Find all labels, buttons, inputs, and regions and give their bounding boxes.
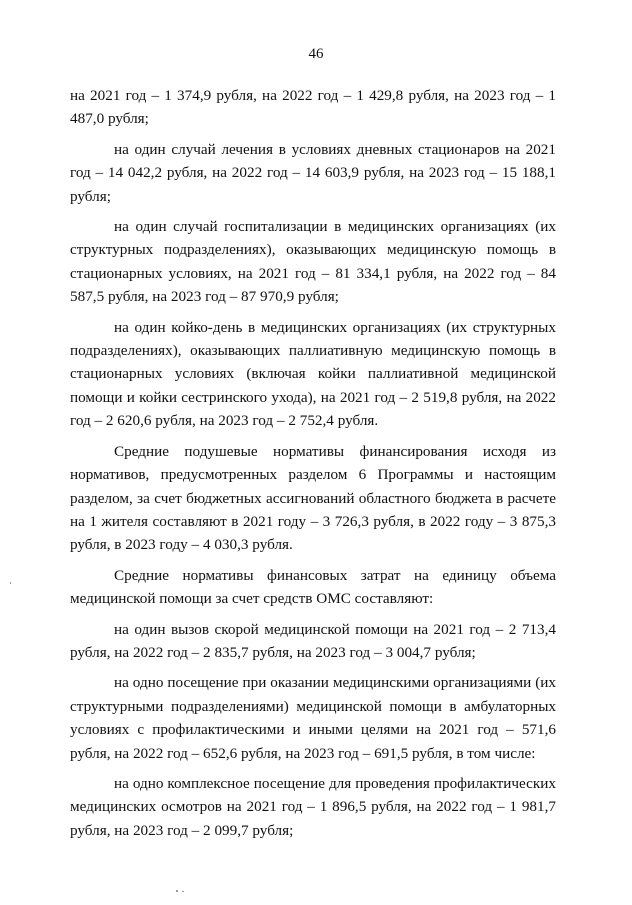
scan-speck — [176, 890, 178, 892]
paragraph-oms-norms-intro: Средние нормативы финансовых затрат на единицу объема медицинской помощи за счет средств ОМС составляют: — [70, 566, 556, 608]
scan-speck — [182, 891, 184, 892]
paragraph-day-hospital: на один случай лечения в условиях дневных стационаров на 2021 год – 14 042,2 рубля, на 2022 год – 14 603,9 рубля, на 2023 год – 15 188,1 рубля; — [70, 140, 556, 205]
paragraph-outpatient-visit: на одно посещение при оказании медицинскими организациями (их структурными подразделениями) медицинской помощи в амбулаторных условиях с профилактическими и иными целями на 2021 год – 571,6 рубля, на 2022 год – 652,6 рубля, на 2023 год – 691,5 рубля, в том числе: — [70, 674, 556, 762]
paragraph-ambulance-call: на один вызов скорой медицинской помощи на 2021 год – 2 713,4 рубля, на 2022 год – 2 835,7 рубля, на 2023 год – 3 004,7 рубля; — [70, 620, 556, 661]
document-body — [70, 84, 556, 849]
page-number: 46 — [308, 46, 324, 62]
scan-speck — [10, 582, 11, 584]
paragraph-per-capita-norms: Средние подушевые нормативы финансирования исходя из нормативов, предусмотренных разделом 6 Программы и настоящим разделом, за счет бюджетных ассигнований областного бюджета в расчете на 1 жителя составляют в 2021 году – 3 726,3 рубля, в 2022 году – 3 875,3 рубля, в 2023 году – 4 030,3 рубля. — [70, 442, 556, 554]
paragraph-hospitalization: на один случай госпитализации в медицинских организациях (их структурных подразделениях), оказывающих медицинскую помощь в стационарных условиях, на 2021 год – 81 334,1 рубля, на 2022 год – 84 587,5 рубля, на 2023 год – 87 970,9 рубля; — [70, 218, 556, 306]
paragraph-preventive-checkup: на одно комплексное посещение для проведения профилактических медицинских осмотров на 2021 год – 1 896,5 рубля, на 2022 год – 1 981,7 рубля, на 2023 год – 2 099,7 рубля; — [70, 774, 556, 839]
paragraph-continuation: на 2021 год – 1 374,9 рубля, на 2022 год – 1 429,8 рубля, на 2023 год – 1 487,0 рубля; — [70, 87, 556, 128]
paragraph-palliative-bed-day: на один койко-день в медицинских организациях (их структурных подразделениях), оказывающих паллиативную медицинскую помощь в стационарных условиях (включая койки паллиативной медицинской помощи и койки сестринского ухода), на 2021 год – 2 519,8 рубля, на 2022 год – 2 620,6 рубля, на 2023 год – 2 752,4 рубля. — [70, 318, 556, 430]
